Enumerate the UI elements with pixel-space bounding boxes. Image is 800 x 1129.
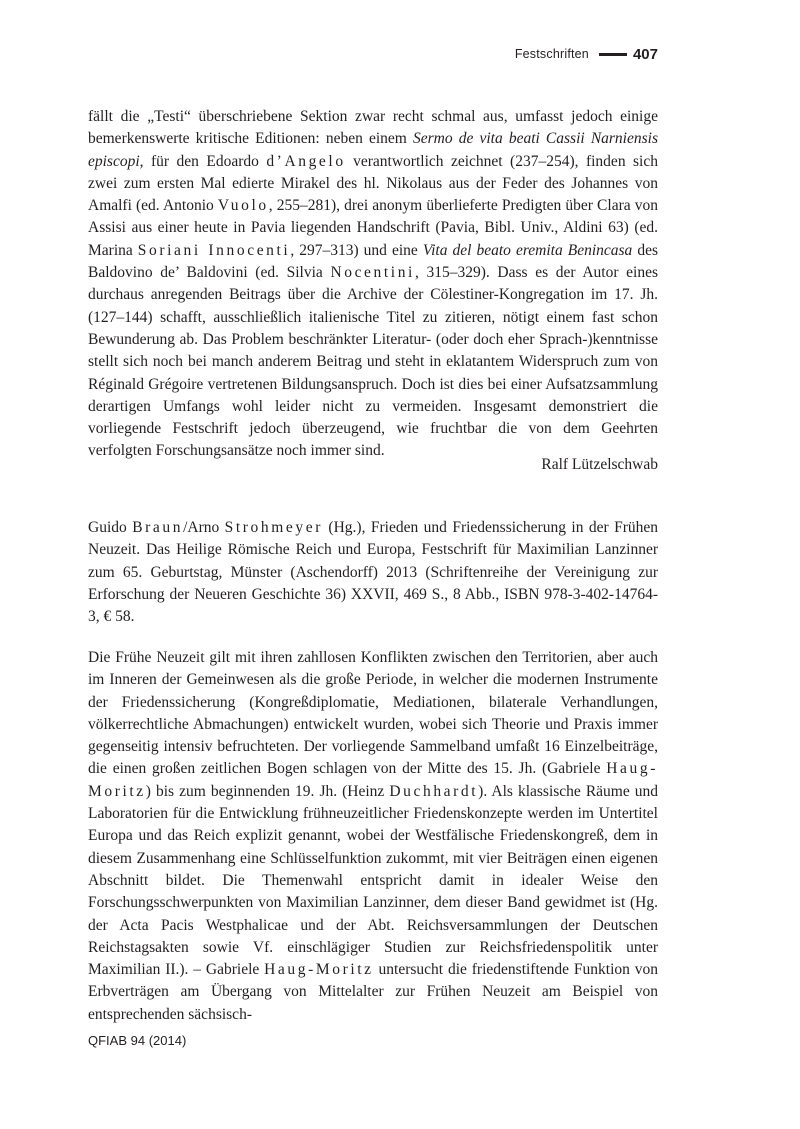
page-number: 407	[632, 45, 658, 63]
running-head-rule	[599, 53, 627, 56]
text-run: ). Als klassische Räume und Laboratorien für die Entwicklung frühneuzeitlicher Friedenskonzepte werden im Untertitel Europa und das Reich explizit genannt, wobei der Westfälische Friedenskongreß, dem in diesem Zusammenhang eine Schlüsselfunktion zukommt, mit vier Beiträgen einen eigenen Abschnitt bildet. Die Themenwahl entspricht damit in idealer Weise den Forschungsschwerpunkten von Maximilian Lanzinner, dem dieser Band gewidmet ist (Hg. der Acta Pacis Westphalicae und der Abt. Reichsversammlungen der Deutschen Reichstagsakten sowie Vf. einschlägiger Studien zur Reichsfriedenspolitik unter Maximilian II.). – Gabriele	[88, 782, 659, 979]
review-1-body	[88, 106, 658, 463]
review-2-body	[88, 647, 658, 1026]
review-1-paragraph	[88, 106, 658, 463]
reviewer-name: Ralf Lützelschwab	[541, 456, 658, 473]
edition-title: Vita del beato eremita Benincasa	[422, 241, 633, 259]
author-name: Haug-Moritz	[88, 760, 658, 800]
edition-title: Sermo de vita beati Cassii Narniensis episcopi	[88, 130, 658, 170]
journal-footer: QFIAB 94 (2014)	[88, 1033, 187, 1048]
text-run: , 315–329). Dass es der Autor eines durchaus anregenden Beitrags über die Archive der Cölestiner-Kongregation im 17. Jh. (127–144) schafft, ausschließlich italienische Titel zu zitieren, nötigt einem fast schon Bewunderung ab. Das Problem beschränkter Literatur- (oder doch eher Sprach-)kenntnisse stellt sich noch bei manch anderem Beitrag und steht in eklatantem Widerspruch zum von Réginald Grégoire vertretenen Bildungsanspruch. Doch ist dies bei einer Aufsatzsammlung derartigen Umfangs wohl leider nicht zu vermeiden. Insgesamt demonstriert die vorliegende Festschrift jedoch überzeugend, wie fruchtbar die von dem Geehrten verfolgten Forschungsansätze noch immer sind.	[88, 264, 659, 460]
running-head-section: Festschriften	[514, 47, 589, 61]
author-name: Braun	[132, 519, 184, 536]
editor-name: Nocentini	[330, 264, 415, 282]
editor-name: d’Angelo	[266, 152, 346, 170]
text-run: /Arno	[183, 519, 225, 536]
author-name: Haug-Moritz	[264, 961, 374, 979]
author-name: Duchhardt	[389, 782, 479, 800]
text-run: Guido	[88, 519, 133, 536]
text-run: , für den Edoardo	[139, 152, 267, 170]
text-run: (Hg.), Frieden und Friedenssicherung in der Frühen Neuzeit. Das Heilige Römische Reich und Europa, Festschrift für Maximilian Lanzinner zum 65. Geburtstag, Münster (Aschendorff) 2013 (Schriftenreihe der Vereinigung zur Erforschung der Neueren Geschichte 36) XXVII, 469 S., 8 Abb., ISBN 978-3-402-14764-3, € 58.	[88, 519, 659, 626]
text-run: ) bis zum beginnenden 19. Jh. (Heinz	[145, 782, 390, 800]
editor-name: Vuolo	[217, 197, 269, 215]
review-2-citation	[88, 517, 658, 628]
review-2-paragraph	[88, 647, 658, 1026]
text-run: verantwortlich zeichnet (237–254), finden sich zwei zum ersten Mal edierte Mirakel des hl. Nikolaus aus der Feder des Johannes von Amalfi (ed. Antonio	[88, 152, 658, 215]
text-run: Die Frühe Neuzeit gilt mit ihren zahllosen Konflikten zwischen den Territorien, aber auch im Inneren der Gemeinwesen als die große Periode, in welcher die modernen Instrumente der Friedenssicherung (Kongreßdiplomatie, Mediationen, bilaterale Verhandlungen, völkerrechtliche Abmachungen) entwickelt wurden, wobei sich Theorie und Praxis immer gegenseitig intensiv befruchteten. Der vorliegende Sammelband umfaßt 16 Einzelbeiträge, die einen großen zeitlichen Bogen schlagen von der Mitte des 15. Jh. (Gabriele	[88, 649, 658, 778]
text-run: , 255–281), drei anonym überlieferte Predigten über Clara von Assisi aus einer heute in Pavia liegenden Handschrift (Pavia, Bibl. Univ., Aldini 63) (ed. Marina	[88, 197, 658, 259]
text-run: , 297–313) und eine	[290, 241, 423, 259]
editor-name: Soriani Innocenti	[137, 241, 291, 259]
text-run: fällt die „Testi“ überschriebene Sektion zwar recht schmal aus, umfasst jedoch einige bemerkenswerte kritische Editionen: neben einem	[88, 108, 658, 148]
author-name: Strohmeyer	[224, 519, 323, 536]
running-head	[88, 44, 658, 64]
text-run: des Baldovino de’ Baldovini (ed. Silvia	[88, 241, 659, 282]
text-run: untersucht die friedenstiftende Funktion von Erbverträgen am Übergang von Mittelalter zur Frühen Neuzeit am Beispiel von entsprechenden sächsisch-	[88, 961, 658, 1023]
citation-paragraph	[88, 517, 658, 628]
